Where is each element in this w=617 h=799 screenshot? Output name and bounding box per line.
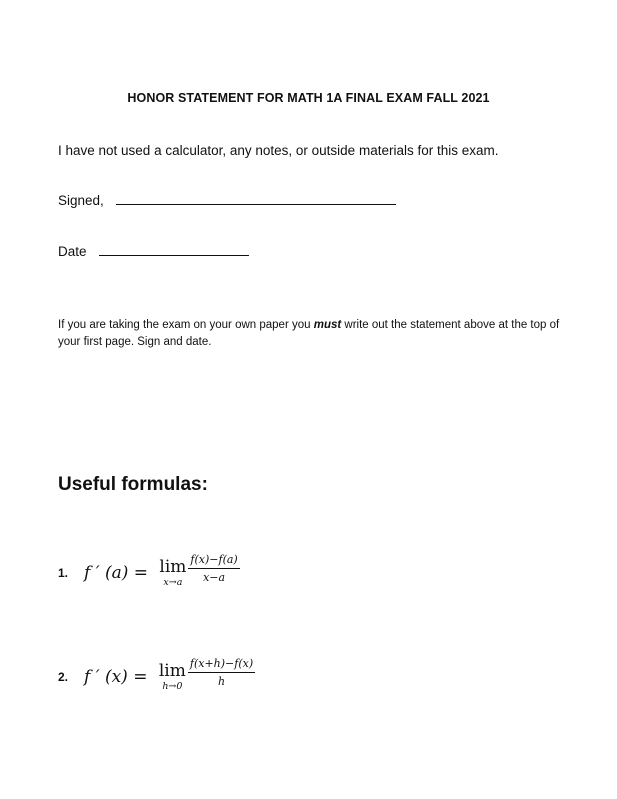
instructions-part1: If you are taking the exam on your own paper you bbox=[58, 319, 314, 331]
signed-line bbox=[58, 193, 396, 208]
limit-word: lim bbox=[158, 660, 186, 681]
fraction-numerator: f(x+h)−f(x) bbox=[188, 658, 255, 673]
fraction-denominator: h bbox=[217, 675, 226, 689]
formula-number: 1. bbox=[58, 566, 69, 581]
limit-operator bbox=[158, 660, 186, 692]
formula-number: 2. bbox=[58, 670, 69, 685]
date-label: Date bbox=[58, 244, 87, 259]
fraction-denominator: x−a bbox=[203, 571, 226, 585]
formula-lhs: f ′ (a) = bbox=[84, 563, 154, 584]
formula-2 bbox=[58, 657, 255, 692]
formula-lhs: f ′ (x) = bbox=[84, 667, 153, 688]
formulas-heading: Useful formulas: bbox=[58, 474, 208, 495]
instructions-paragraph bbox=[58, 317, 568, 351]
instructions-part2: write out the statement above at the top of your first page. Sign and date. bbox=[58, 319, 560, 348]
instructions-emphasis: must bbox=[313, 319, 342, 331]
difference-quotient bbox=[188, 554, 239, 584]
signed-label: Signed, bbox=[58, 193, 104, 208]
limit-operator bbox=[159, 556, 187, 588]
honor-statement-text: I have not used a calculator, any notes, or outside materials for this exam. bbox=[58, 143, 499, 158]
signature-blank bbox=[116, 193, 396, 205]
limit-subscript: h→0 bbox=[162, 680, 183, 692]
limit-subscript: x→a bbox=[163, 576, 183, 588]
page-title: HONOR STATEMENT FOR MATH 1A FINAL EXAM FALL 2021 bbox=[127, 91, 490, 105]
limit-word: lim bbox=[159, 556, 187, 577]
formula-1 bbox=[58, 553, 240, 588]
difference-quotient bbox=[188, 658, 255, 688]
date-blank bbox=[99, 244, 249, 256]
date-line bbox=[58, 244, 249, 259]
fraction-numerator: f(x)−f(a) bbox=[188, 554, 239, 569]
